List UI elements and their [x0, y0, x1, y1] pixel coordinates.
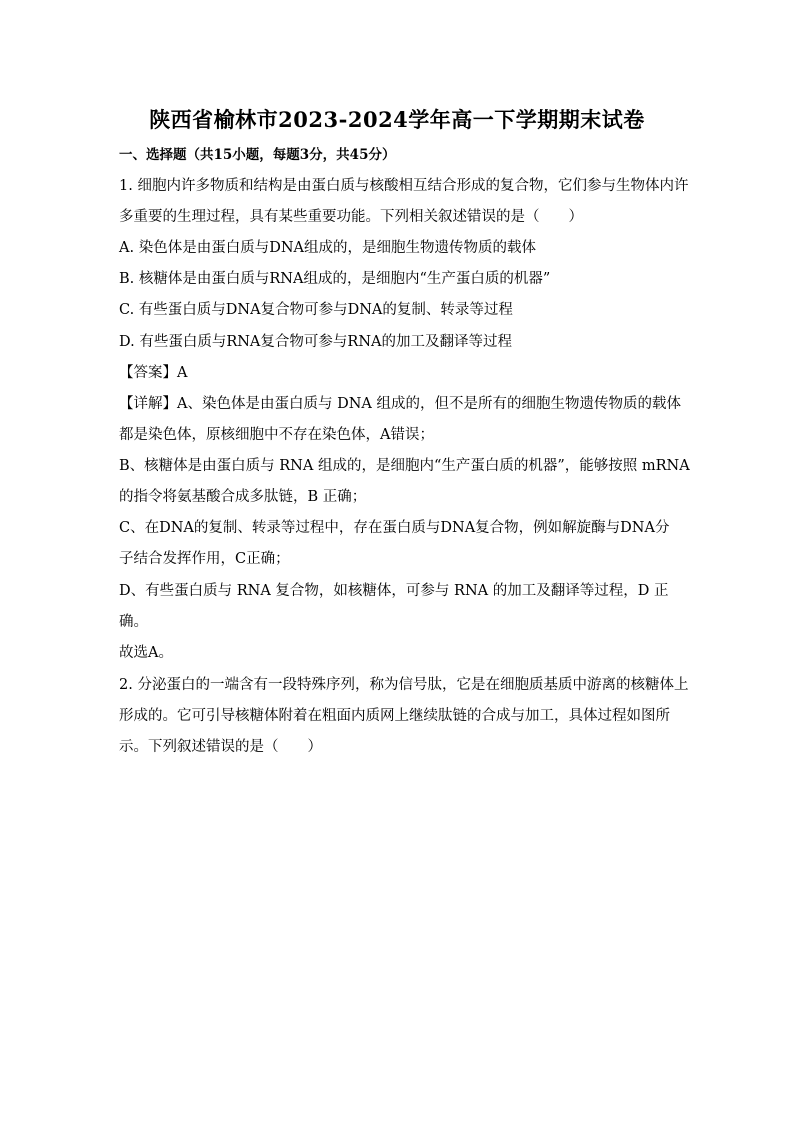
- q2-stem-line2: 形成的。它可引导核糖体附着在粗面内质网上继续肽链的合成与加工，具体过程如图所: [119, 708, 670, 724]
- section-heading: 一、选择题（共15小题，每题3分，共45分）: [119, 147, 396, 163]
- q1-detail-line8: 确。: [119, 614, 148, 630]
- q1-detail-line5: C、在DNA的复制、转录等过程中，存在蛋白质与DNA复合物，例如解旋酶与DNA分: [119, 520, 670, 536]
- q1-detail-line3: B、核糖体是由蛋白质与 RNA 组成的，是细胞内“生产蛋白质的机器”，能够按照 mRNA: [119, 458, 690, 474]
- q1-option-b: B. 核糖体是由蛋白质与RNA组成的，是细胞内“生产蛋白质的机器”: [119, 271, 551, 287]
- q1-detail-line1: 【详解】A、染色体是由蛋白质与 DNA 组成的，但不是所有的细胞生物遗传物质的载体: [119, 396, 681, 412]
- q1-answer: 【答案】A: [119, 365, 188, 381]
- page-title: 陕西省榆林市2023-2024学年高一下学期期末试卷: [149, 107, 645, 132]
- q1-detail-line6: 子结合发挥作用，C正确；: [119, 551, 290, 567]
- q1-option-d: D. 有些蛋白质与RNA复合物可参与RNA的加工及翻译等过程: [119, 334, 512, 350]
- q1-detail-line2: 都是染色体，原核细胞中不存在染色体，A错误；: [119, 427, 434, 443]
- q1-stem-line1: 1. 细胞内许多物质和结构是由蛋白质与核酸相互结合形成的复合物，它们参与生物体内许: [119, 178, 689, 194]
- q1-stem-line2: 多重要的生理过程，具有某些重要功能。下列相关叙述错误的是（ ）: [119, 209, 583, 225]
- q1-detail-line4: 的指令将氨基酸合成多肽链，B 正确；: [119, 489, 367, 505]
- q2-stem-line3: 示。下列叙述错误的是（ ）: [119, 739, 322, 755]
- q2-stem-line1: 2. 分泌蛋白的一端含有一段特殊序列，称为信号肽，它是在细胞质基质中游离的核糖体上: [119, 677, 689, 693]
- q1-option-c: C. 有些蛋白质与DNA复合物可参与DNA的复制、转录等过程: [119, 302, 513, 318]
- q1-option-a: A. 染色体是由蛋白质与DNA组成的，是细胞生物遗传物质的载体: [119, 240, 536, 256]
- q1-conclusion: 故选A。: [119, 645, 173, 661]
- q1-detail-line7: D、有些蛋白质与 RNA 复合物，如核糖体，可参与 RNA 的加工及翻译等过程，D 正: [119, 583, 669, 599]
